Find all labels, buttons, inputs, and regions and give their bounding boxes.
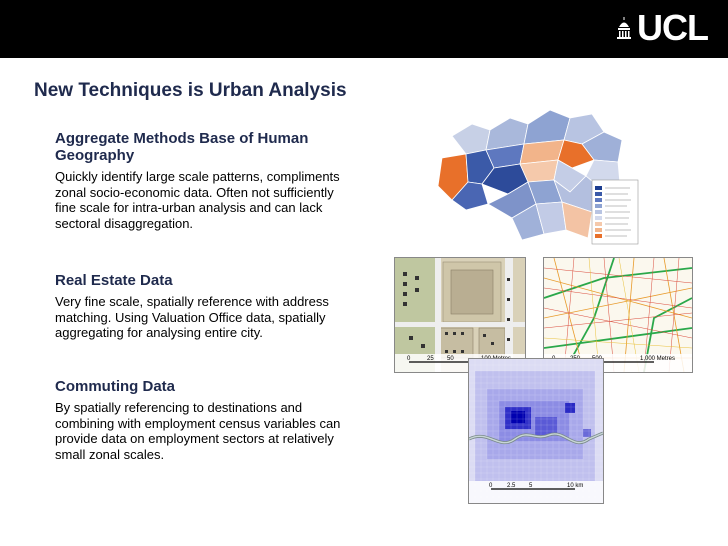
- portico-dome-icon: [617, 16, 631, 40]
- scale-label: 10 km: [567, 483, 584, 489]
- section-aggregate-methods: [55, 130, 345, 231]
- header-bar: [0, 0, 728, 58]
- section-body: Quickly identify large scale patterns, compliments zonal socio-economic data. Often not sufficiently fine scale for intra-urban analysis and can lack sectoral disaggregation.: [55, 169, 340, 231]
- map-legend: [592, 180, 638, 244]
- scale-label: 5: [529, 483, 533, 489]
- scale-label: 25: [427, 356, 434, 362]
- scale-label: 0: [489, 483, 493, 489]
- real-estate-parcel-map: [394, 257, 526, 373]
- slide-title: New Techniques is Urban Analysis: [34, 80, 347, 101]
- section-body: Very fine scale, spatially reference with address matching. Using Valuation Office data, spatially aggregating for analysing entire city.: [55, 294, 329, 340]
- section-heading: Aggregate Methods Base of Human Geography: [55, 130, 309, 164]
- scale-label: 1,000 Metres: [640, 356, 676, 362]
- section-commuting: [55, 378, 345, 462]
- logo-wordmark: UCL: [637, 7, 708, 48]
- commuting-density-map: [468, 358, 604, 504]
- section-heading: Commuting Data: [55, 378, 175, 395]
- section-heading: Real Estate Data: [55, 272, 173, 289]
- scale-label: 50: [447, 356, 454, 362]
- section-body: By spatially referencing to destinations and combining with employment census variables can provide data on employment sectors at relatively small zonal scales.: [55, 400, 341, 462]
- scale-label: 2.5: [507, 483, 516, 489]
- street-network-map: [543, 257, 693, 373]
- section-real-estate: [55, 272, 345, 341]
- ucl-logo: [617, 8, 708, 48]
- london-choropleth-map: [432, 104, 644, 248]
- scale-label: 0: [407, 356, 411, 362]
